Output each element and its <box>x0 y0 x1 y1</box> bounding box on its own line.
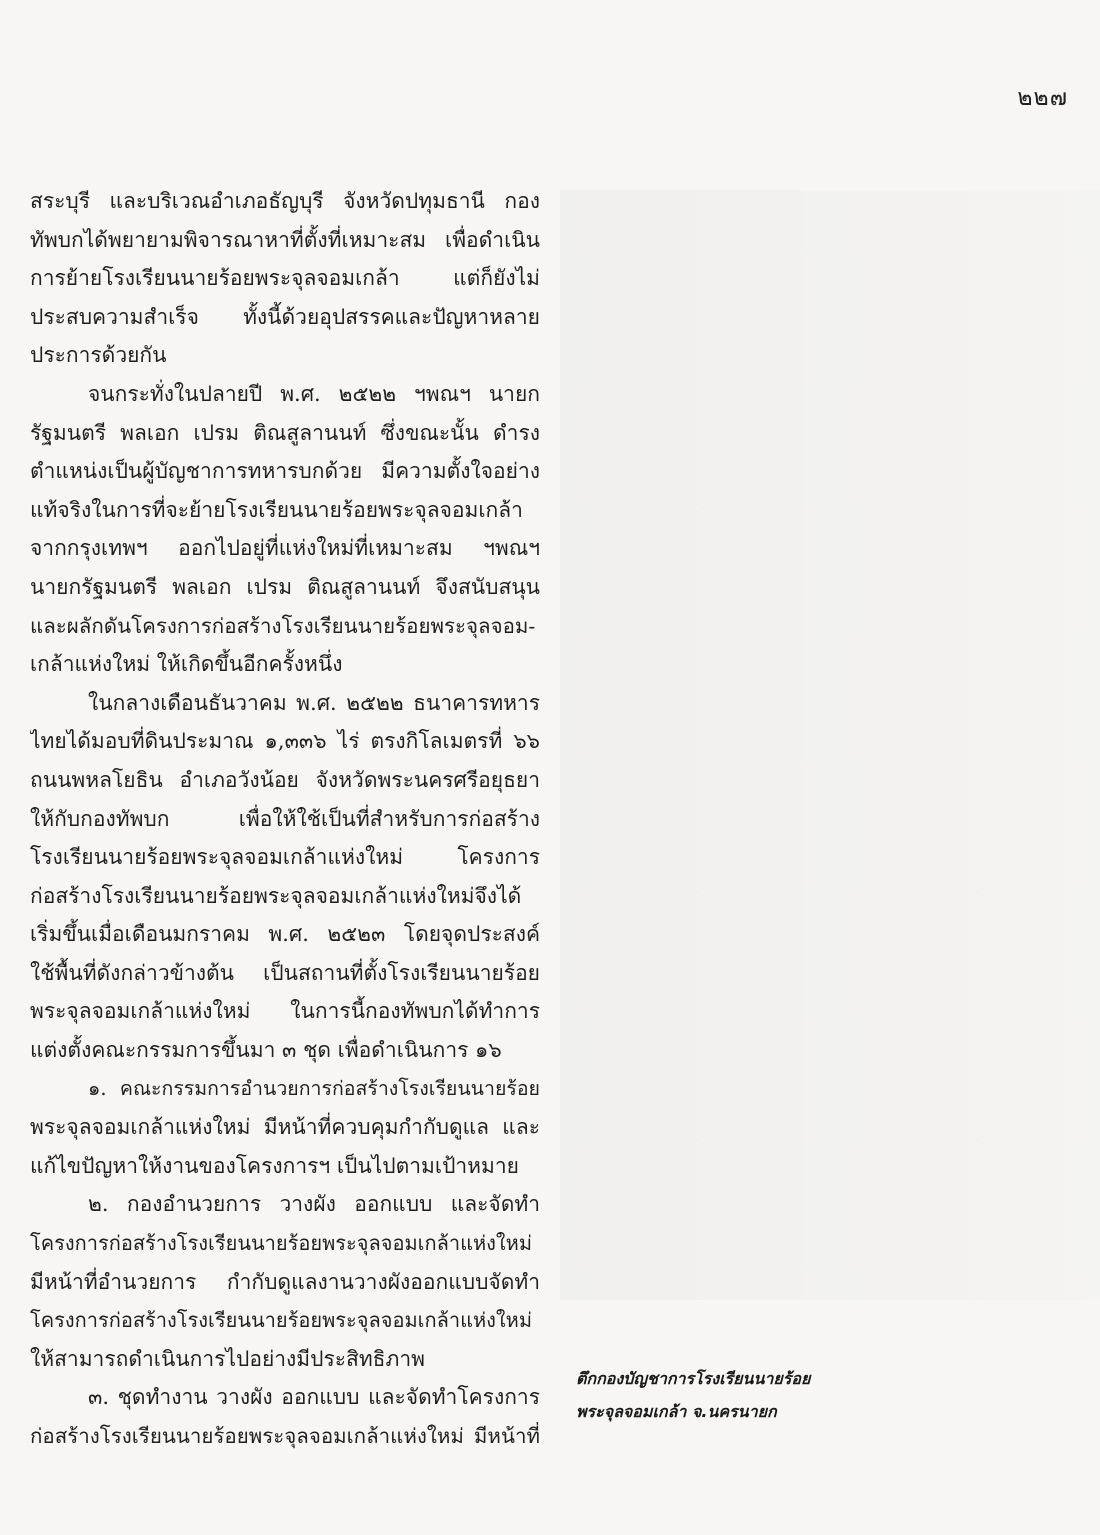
text-line: ไทยได้มอบที่ดินประมาณ ๑,๓๓๖ ไร่ ตรงกิโลเมตรที่ ๖๖ <box>30 729 540 754</box>
text-line: ให้สามารถดำเนินการไปอย่างมีประสิทธิภาพ <box>30 1346 425 1371</box>
text-line: โครงการก่อสร้างโรงเรียนนายร้อยพระจุลจอมเกล้าแห่งใหม่ <box>30 1231 533 1256</box>
text-line: ก่อสร้างโรงเรียนนายร้อยพระจุลจอมเกล้าแห่งใหม่ มีหน้าที่ <box>30 1424 540 1448</box>
page-number: ๒๒๗ <box>1017 85 1068 111</box>
text-line: สระบุรี และบริเวณอำเภอธัญบุรี จังหวัดปทุมธานี กอง <box>30 189 540 213</box>
text-line: พระจุลจอมเกล้าแห่งใหม่ ในการนี้กองทัพบกได้ทำการ <box>30 999 540 1024</box>
text-line: ๒. กองอำนวยการ วางผัง ออกแบบ และจัดทำ <box>88 1192 540 1217</box>
text-line: ในกลางเดือนธันวาคม พ.ศ. ๒๕๒๒ ธนาคารทหาร <box>88 690 540 715</box>
text-line: นายกรัฐมนตรี พลเอก เปรม ติณสูลานนท์ จึงสนับสนุน <box>30 574 540 599</box>
text-line: ทัพบกได้พยายามพิจารณาหาที่ตั้งที่เหมาะสม เพื่อดำเนิน <box>30 227 540 252</box>
text-line: จนกระทั่งในปลายปี พ.ศ. ๒๕๒๒ ฯพณฯ นายก <box>88 381 540 406</box>
text-line: ๓. ชุดทำงาน วางผัง ออกแบบ และจัดทำโครงการ <box>88 1385 540 1410</box>
text-line: แก้ไขปัญหาให้งานของโครงการฯ เป็นไปตามเป้าหมาย <box>30 1153 519 1178</box>
text-line: จากกรุงเทพฯ ออกไปอยู่ที่แห่งใหม่ที่เหมาะสม ฯพณฯ <box>30 536 540 561</box>
text-line: ประสบความสำเร็จ ทั้งนี้ด้วยอุปสรรคและปัญหาหลาย <box>30 304 540 329</box>
text-line: ให้กับกองทัพบก เพื่อให้ใช้เป็นที่สำหรับการก่อสร้าง <box>30 806 540 831</box>
text-line: ใช้พื้นที่ดังกล่าวข้างต้น เป็นสถานที่ตั้งโรงเรียนนายร้อย <box>30 960 540 985</box>
show-through-background <box>560 190 1100 1300</box>
text-line: แต่งตั้งคณะกรรมการขึ้นมา ๓ ชุด เพื่อดำเนินการ ๑๖ <box>30 1038 502 1063</box>
text-line: ๑. คณะกรรมการอำนวยการก่อสร้างโรงเรียนนายร้อย <box>88 1076 540 1100</box>
caption-line: พระจุลจอมเกล้า จ.นครนายก <box>576 1402 777 1421</box>
body-text <box>30 182 540 1456</box>
text-line: พระจุลจอมเกล้าแห่งใหม่ มีหน้าที่ควบคุมกำกับดูแล และ <box>30 1115 540 1140</box>
text-line: ตำแหน่งเป็นผู้บัญชาการทหารบกด้วย มีความตั้งใจอย่าง <box>30 459 540 484</box>
text-line: โรงเรียนนายร้อยพระจุลจอมเกล้าแห่งใหม่ โครงการ <box>30 845 540 870</box>
text-line: ประการด้วยกัน <box>30 343 167 368</box>
text-line: ถนนพหลโยธิน อำเภอวังน้อย จังหวัดพระนครศรีอยุธยา <box>30 767 540 792</box>
caption-line: ตึกกองบัญชาการโรงเรียนนายร้อย <box>576 1369 811 1388</box>
text-line: การย้ายโรงเรียนนายร้อยพระจุลจอมเกล้า แต่ก็ยังไม่ <box>30 266 540 291</box>
text-line: ก่อสร้างโรงเรียนนายร้อยพระจุลจอมเกล้าแห่งใหม่จึงได้ <box>30 883 522 908</box>
text-line: รัฐมนตรี พลเอก เปรม ติณสูลานนท์ ซึ่งขณะนั้น ดำรง <box>30 420 540 445</box>
text-line: มีหน้าที่อำนวยการ กำกับดูแลงานวางผังออกแบบจัดทำ <box>30 1269 540 1294</box>
text-line: และผลักดันโครงการก่อสร้างโรงเรียนนายร้อยพระจุลจอม- <box>30 613 536 638</box>
text-line: แท้จริงในการที่จะย้ายโรงเรียนนายร้อยพระจุลจอมเกล้า <box>30 497 523 522</box>
text-line: เกล้าแห่งใหม่ ให้เกิดขึ้นอีกครั้งหนึ่ง <box>30 652 343 677</box>
text-line: โครงการก่อสร้างโรงเรียนนายร้อยพระจุลจอมเกล้าแห่งใหม่ <box>30 1308 533 1333</box>
text-line: เริ่มขึ้นเมื่อเดือนมกราคม พ.ศ. ๒๕๒๓ โดยจุดประสงค์ <box>30 922 540 947</box>
photo-caption <box>576 1362 876 1428</box>
